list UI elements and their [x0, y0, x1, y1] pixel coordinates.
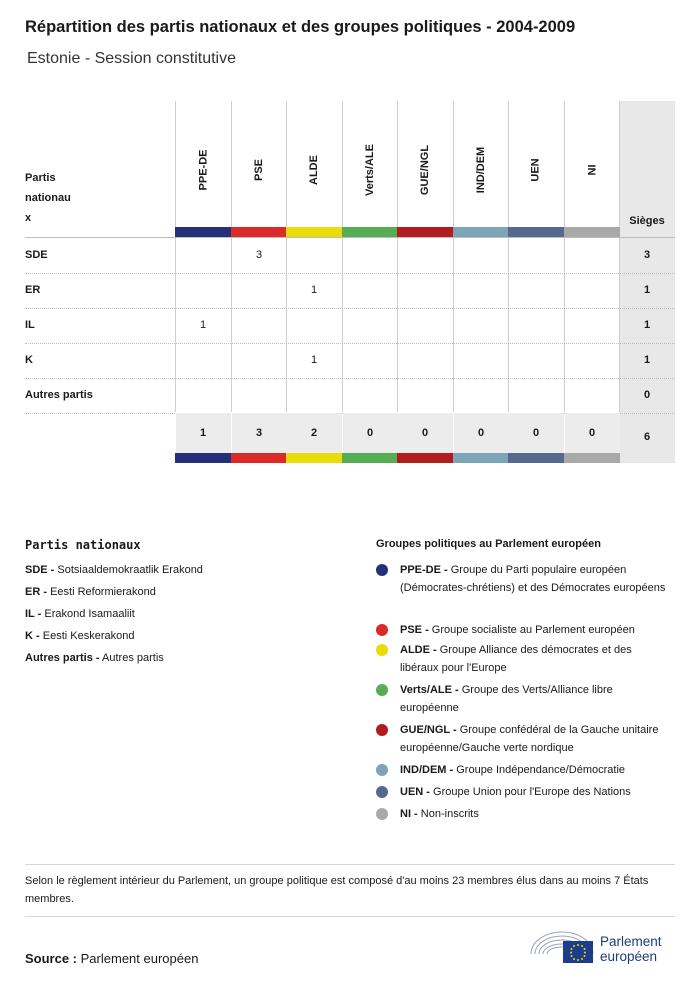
- page-title: Répartition des partis nationaux et des groupes politiques - 2004-2009: [25, 18, 576, 36]
- group-color-bar: [286, 227, 342, 237]
- group-header: [397, 120, 453, 220]
- group-header-label: UEN: [529, 158, 542, 182]
- divider: [25, 916, 675, 917]
- group-color-dot: [376, 808, 388, 820]
- groups-legend-title: Groupes politiques au Parlement européen: [376, 538, 601, 550]
- group-header: [286, 120, 342, 220]
- group-header: [175, 120, 231, 220]
- groups-legend-item: UEN - Groupe Union pour l'Europe des Nations: [400, 786, 631, 798]
- row-seats: 0: [643, 389, 651, 401]
- group-color-dot: [376, 786, 388, 798]
- group-header-label: PSE: [252, 158, 265, 182]
- group-color-bar: [508, 453, 564, 463]
- group-color-bar: [286, 453, 342, 463]
- group-color-bar: [231, 453, 287, 463]
- total-cell: 0: [532, 427, 540, 439]
- groups-legend-item: NI - Non-inscrits: [400, 808, 479, 820]
- group-color-bar: [397, 227, 453, 237]
- group-color-bar: [508, 227, 564, 237]
- parties-legend: [25, 561, 355, 667]
- row-party-label: ER: [25, 284, 41, 296]
- total-cell: 0: [421, 427, 429, 439]
- group-color-bar: [564, 227, 620, 237]
- row-party-label: SDE: [25, 249, 48, 261]
- table-cell: 1: [310, 284, 318, 296]
- group-header: [564, 120, 620, 220]
- row-header-line: x: [25, 212, 32, 224]
- group-color-bar: [397, 453, 453, 463]
- group-color-bar: [231, 227, 287, 237]
- group-header: [342, 120, 398, 220]
- row-seats: 1: [643, 354, 651, 366]
- parliament-logo-text: [600, 934, 662, 964]
- parliament-logo: [529, 926, 595, 969]
- group-color-dot: [376, 644, 388, 656]
- table-cell: 1: [310, 354, 318, 366]
- row-seats: 1: [643, 319, 651, 331]
- source-label: Source :: [25, 951, 78, 966]
- group-color-dot: [376, 624, 388, 636]
- groups-legend-item: PPE-DE - Groupe du Parti populaire européen (Démocrates-chrétiens) et des Démocrates européens: [400, 564, 666, 594]
- groups-legend-item: IND/DEM - Groupe Indépendance/Démocratie: [400, 764, 626, 776]
- row-header: [25, 168, 71, 228]
- total-cell: 1: [199, 427, 207, 439]
- parties-legend-item: K - Eesti Keskerakond: [25, 630, 135, 642]
- header-divider: [25, 237, 675, 238]
- total-cell: 0: [588, 427, 596, 439]
- groups-legend-item: GUE/NGL - Groupe confédéral de la Gauche unitaire européenne/Gauche verte nordique: [400, 724, 659, 754]
- group-header: [231, 120, 287, 220]
- total-cell: 3: [255, 427, 263, 439]
- row-header-line: Partis: [25, 172, 56, 184]
- group-header-label: NI: [586, 164, 598, 176]
- row-party-label: Autres partis: [25, 389, 93, 401]
- table-cell: 1: [199, 319, 207, 331]
- logo-line: Parlement: [600, 934, 662, 949]
- groups-legend-item: ALDE - Groupe Alliance des démocrates et des libéraux pour l'Europe: [400, 644, 632, 674]
- group-color-bar: [342, 227, 398, 237]
- total-cell: 0: [366, 427, 374, 439]
- page-subtitle: Estonie - Session constitutive: [27, 50, 236, 67]
- footnote: Selon le règlement intérieur du Parlement, un groupe politique est composé d'au moins 23 membres élus dans au moins 7 États membres.: [25, 875, 649, 905]
- group-color-bar: [453, 453, 509, 463]
- group-color-dot: [376, 564, 388, 576]
- group-header-label: ALDE: [307, 155, 320, 185]
- source-value: Parlement européen: [80, 951, 199, 966]
- group-color-bar: [175, 453, 231, 463]
- row-divider: [25, 308, 675, 309]
- seats-header: Sièges: [629, 215, 665, 227]
- parties-legend-item: ER - Eesti Reformierakond: [25, 586, 156, 598]
- row-seats: 1: [643, 284, 651, 296]
- groups-legend-item: Verts/ALE - Groupe des Verts/Alliance libre européenne: [400, 684, 613, 714]
- row-divider: [25, 273, 675, 274]
- group-color-dot: [376, 724, 388, 736]
- logo-line: européen: [600, 949, 658, 964]
- group-header-label: GUE/NGL: [419, 144, 431, 196]
- group-color-dot: [376, 684, 388, 696]
- row-party-label: K: [25, 354, 33, 366]
- group-color-bar: [564, 453, 620, 463]
- parties-legend-title: Partis nationaux: [25, 538, 141, 552]
- hemicycle-icon: [529, 926, 595, 964]
- total-cell: 2: [310, 427, 318, 439]
- row-divider: [25, 343, 675, 344]
- group-header-label: IND/DEM: [474, 146, 487, 194]
- group-header: [453, 120, 509, 220]
- row-party-label: IL: [25, 319, 35, 331]
- total-cell: 0: [477, 427, 485, 439]
- group-header-label: Verts/ALE: [364, 144, 376, 196]
- group-color-bar: [342, 453, 398, 463]
- row-seats: 3: [643, 249, 651, 261]
- divider: [25, 864, 675, 865]
- group-header: [508, 120, 564, 220]
- group-header-label: PPE-DE: [197, 149, 209, 191]
- groups-legend-item: PSE - Groupe socialiste au Parlement européen: [400, 624, 635, 636]
- parties-legend-item: SDE - Sotsiaaldemokraatlik Erakond: [25, 564, 203, 576]
- row-header-line: nationau: [25, 192, 71, 204]
- seats-column-bg: [619, 101, 675, 463]
- group-color-bar: [175, 227, 231, 237]
- group-color-bar: [453, 227, 509, 237]
- group-color-dot: [376, 764, 388, 776]
- total-seats: 6: [643, 431, 651, 443]
- parties-legend-item: IL - Erakond Isamaaliit: [25, 608, 135, 620]
- table-cell: 3: [255, 249, 263, 261]
- row-divider: [25, 378, 675, 379]
- source-line: [25, 951, 198, 966]
- parties-legend-item: Autres partis - Autres partis: [25, 652, 164, 664]
